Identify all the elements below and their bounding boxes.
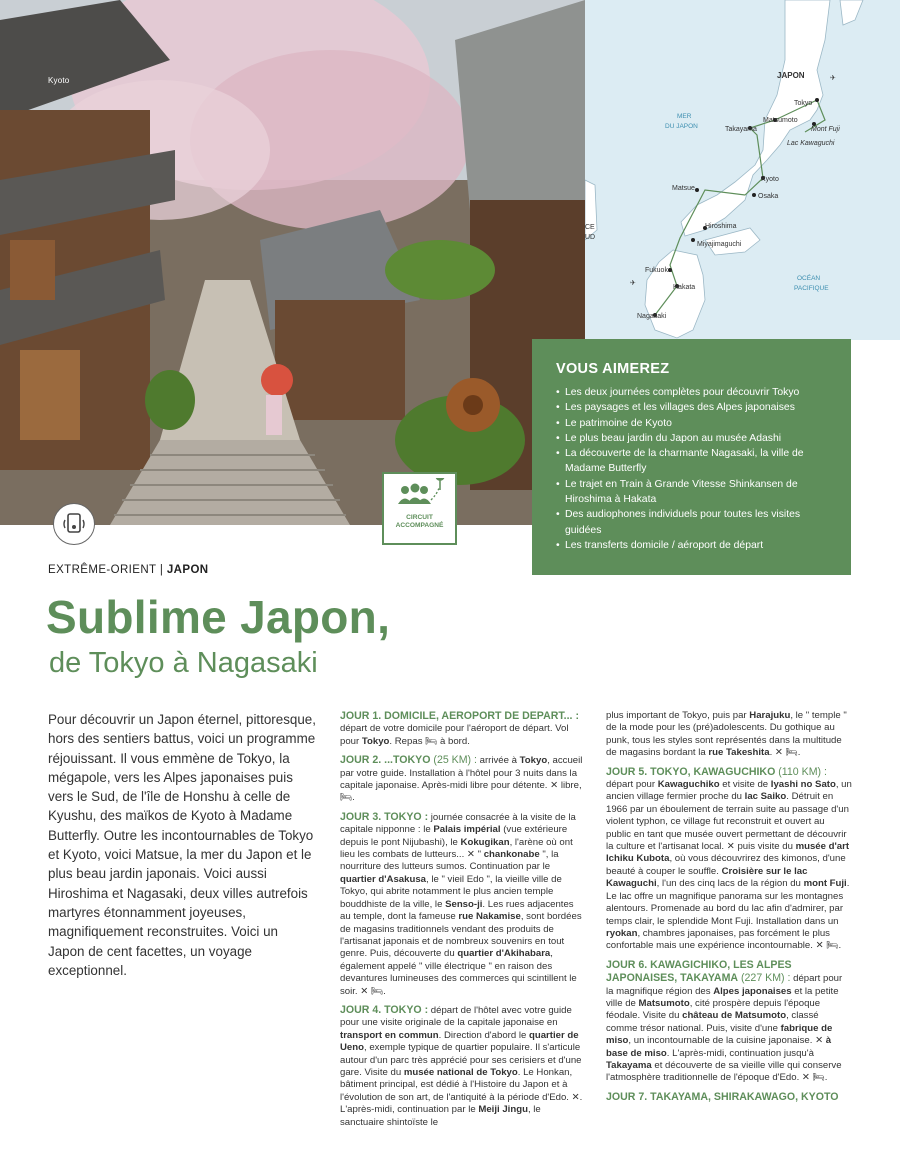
svg-text:Kyoto: Kyoto <box>761 176 779 183</box>
svg-text:Hakata: Hakata <box>673 284 696 291</box>
badge-label-2: ACCOMPAGNÉ <box>395 522 444 529</box>
day-7: JOUR 7. TAKAYAMA, SHIRAKAWAGO, KYOTO <box>606 1090 839 1103</box>
route-map <box>585 0 900 340</box>
audiophone-icon <box>53 503 95 545</box>
list-item: • Le plus beau jardin du Japon au musée Adashi <box>556 431 833 446</box>
svg-text:Matsumoto: Matsumoto <box>763 117 798 124</box>
list-item: • Le trajet en Train à Grande Vitesse Shinkansen de Hiroshima à Hakata <box>556 477 833 508</box>
list-item: • La découverte de la charmante Nagasaki, la ville de Madame Butterfly <box>556 446 833 477</box>
map-country-label: JAPON <box>777 71 805 80</box>
highlights-box <box>532 339 851 575</box>
svg-text:CE: CE <box>585 224 595 231</box>
day-2: JOUR 2. ...TOKYO (25 KM) : arrivée à Tokyo, accueil par votre guide. Installation à l'hôtel pour 3 nuits dans la capitale japonaise. Après-midi libre pour détente. ✕ libre, 🛏. <box>340 754 583 804</box>
photo-caption: Kyoto <box>48 76 70 85</box>
day-3: JOUR 3. TOKYO : journée consacrée à la visite de la capitale nipponne : le Palais impérial (vue extérieure depuis le pont Nijubashi), le Kokugikan, l'arène où ont lieu les combats de lutteurs... ✕ " chankonabe ", la nourriture des lutteurs sumos. Continuation par le quartier d'Asakusa, le " vieil Edo ", la vieille ville de Tokyo, qui abrite notamment le plus ancien temple bouddhiste de la ville, le Senso-ji. Les rues adjacentes au temple, dont la fameuse rue Nakamise, sont bordées de magasins traditionnels vendant des produits de l'artisanat japonais et de nombreux souvenirs en tout genre. Puis, découverte du quartier d'Akihabara, également appelé " ville électrique " en raison des devantures lumineuses des commerces qui scintillent le soir. ✕ 🛏. <box>340 810 582 997</box>
day-4: JOUR 4. TOKYO : départ de l'hôtel avec votre guide pour une visite originale de la capitale japonaise en transport en commun. Direction d'abord le quartier de Ueno, exemple typique de quartier populaire. Il s'articule autour d'un parc très apprécié pour ses cerisiers et d'une gare. Visite du musée national de Tokyo. Le Honkan, bâtiment principal, est dédié à l'Histoire du Japon et à l'évolution de son art, de l'antiquité à la période d'Edo. ✕. L'après-midi, continuation par le Meiji Jingu, le sanctuaire shintoïste le <box>340 1003 583 1128</box>
page-subtitle: de Tokyo à Nagasaki <box>49 647 318 679</box>
highlights-list <box>556 385 833 553</box>
list-item: • Les transferts domicile / aéroport de départ <box>556 538 833 553</box>
svg-text:DU JAPON: DU JAPON <box>665 123 698 130</box>
svg-text:Hiroshima: Hiroshima <box>705 223 737 230</box>
hero-photo <box>0 0 585 525</box>
svg-text:✈: ✈ <box>830 75 836 82</box>
group-guide-icon <box>393 478 447 512</box>
day-1: JOUR 1. DOMICILE, AEROPORT DE DEPART... : départ de votre domicile pour l'aéroport de départ. Vol pour Tokyo. Repas 🛏 à bord. <box>340 710 579 747</box>
page-title: Sublime Japon, <box>46 591 391 643</box>
intro-paragraph: Pour découvrir un Japon éternel, pittoresque, hors des sentiers battus, voici un programme réjouissant. Il vous emmène de Tokyo, la mégapole, vers les Alpes japonaises puis vers le Sud, de l'île de Honshu à celle de Kyushu, des maïkos de Kyoto à Madame Butterfly. Outre les incontournables de Tokyo et Kyoto, voici Matsue, la mer du Japon et le plus beau jardin japonais. Voici aussi Hiroshima et Nagasaki, deux villes autrefois martyres étonnamment joyeuses, magnifiquement reconstruites. Voici un Japon de cent facettes, un voyage exceptionnel. <box>48 712 316 978</box>
itinerary-column-1 <box>340 710 586 1135</box>
day-4-continued: plus important de Tokyo, puis par Harajuku, le " temple " de la mode pour les (pré)adolescents. Du gothique au punk, tous les styles sont représentés dans la multitude de magasins bordant la rue Takeshita. ✕ 🛏. <box>606 710 847 759</box>
day-5: JOUR 5. TOKYO, KAWAGUCHIKO (110 KM) : départ pour Kawaguchiko et visite de Iyashi no Sato, un ancien village fermier proche du lac Saiko. Détruit en 1966 par un éboulement de terrain suite au passage d'un violent typhon, ce village fut reconstruit et ouvert au public en tant que musée ouvert permettant de découvrir la culture et l'artisanat local. ✕ puis visite du musée d'art Ichiku Kubota, où vous découvrirez des kimonos, d'une beauté à couper le souffle. Croisière sur le lac Kawaguchi, l'un des cinq lacs de la région du mont Fuji. Le lac offre un magnifique panorama sur les montagnes alentours. Promenade au bord du lac afin d'admirer, par temps clair, le splendide Mont Fuji. Installation dans un ryokan, chambres japonaises, pas forcément le plus confortable mais une expérience incontournable. ✕ 🛏. <box>606 765 852 952</box>
svg-text:OCÉAN: OCÉAN <box>797 275 821 282</box>
breadcrumb: EXTRÊME-ORIENT | JAPON <box>48 564 209 576</box>
list-item: • Les paysages et les villages des Alpes japonaises <box>556 400 833 415</box>
svg-text:Osaka: Osaka <box>758 193 779 200</box>
svg-text:Takayama: Takayama <box>725 126 757 133</box>
svg-text:MER: MER <box>677 113 692 120</box>
svg-text:Lac Kawaguchi: Lac Kawaguchi <box>787 140 835 147</box>
svg-text:Miyajimaguchi: Miyajimaguchi <box>697 241 742 248</box>
list-item: • Le patrimoine de Kyoto <box>556 416 833 431</box>
svg-text:Fukuoka: Fukuoka <box>645 267 672 274</box>
highlights-title: VOUS AIMEREZ <box>556 361 670 377</box>
list-item: • Les deux journées complètes pour découvrir Tokyo <box>556 385 833 400</box>
svg-text:Matsue: Matsue <box>672 185 695 192</box>
itinerary-column-2 <box>606 710 852 1110</box>
day-6: JOUR 6. KAWAGICHIKO, LES ALPES JAPONAISES, TAKAYAMA (227 KM) : départ pour la magnifique région des Alpes japonaises et la petite ville de Matsumoto, cité prospère depuis l'époque féodale. Visite du château de Matsumoto, classé comme trésor national. Puis, visite d'une fabrique de miso, un incontournable de la cuisine japonaise. ✕ à base de miso. L'après-midi, continuation jusqu'à Takayama et découverte de sa vieille ville qui conserve l'atmosphère traditionnelle de l'époque d'Edo. ✕ 🛏. <box>606 958 843 1084</box>
svg-text:Mont Fuji: Mont Fuji <box>811 126 840 133</box>
svg-text:UD: UD <box>585 234 596 241</box>
svg-text:PACIFIQUE: PACIFIQUE <box>794 285 829 292</box>
circuit-accompagne-badge <box>382 472 457 545</box>
badge-label-1: CIRCUIT <box>406 514 433 521</box>
svg-text:✈: ✈ <box>630 280 636 287</box>
svg-text:Tokyo: Tokyo <box>794 100 813 107</box>
list-item: • Des audiophones individuels pour toutes les visites guidées <box>556 507 833 538</box>
svg-text:Nagasaki: Nagasaki <box>637 313 667 320</box>
